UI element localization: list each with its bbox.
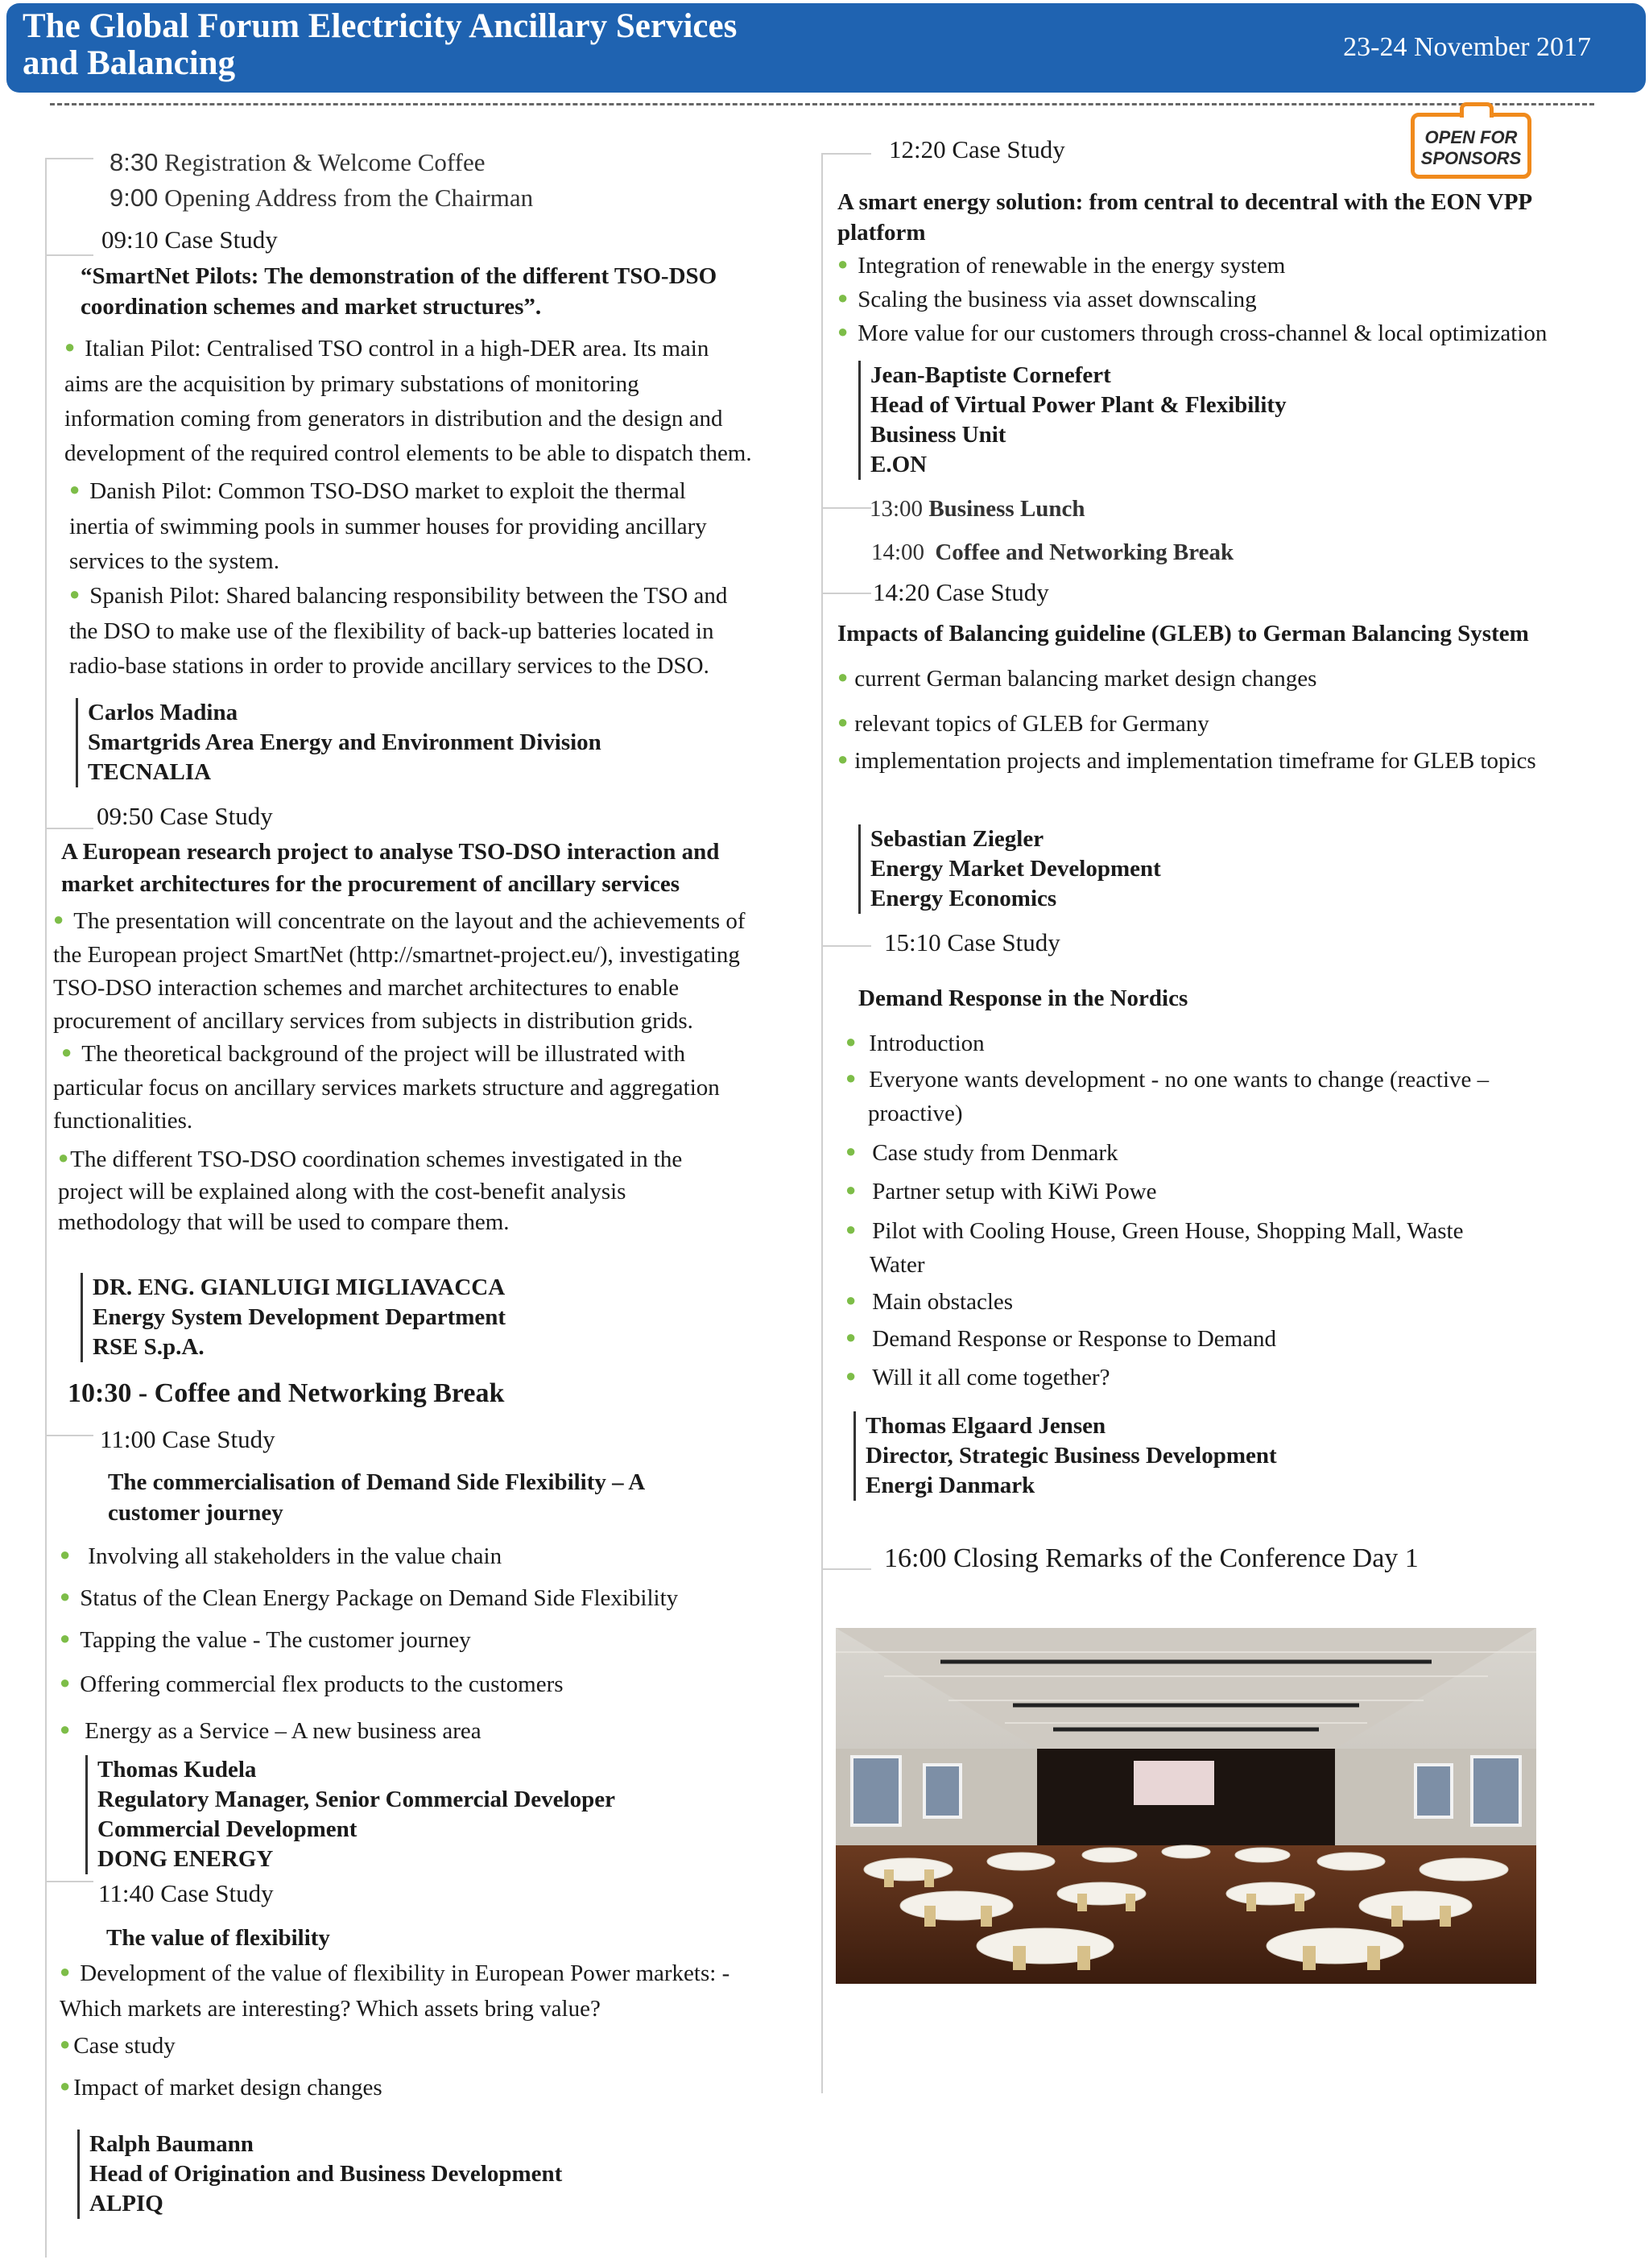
- speaker-company: E.ON: [870, 452, 928, 477]
- event-dates: 23-24 November 2017: [1343, 32, 1591, 62]
- speaker-name: Carlos Madina: [88, 700, 238, 725]
- list-item: ● Energy as a Service – A new business area: [60, 1718, 481, 1744]
- bullet-icon: ●: [60, 2076, 71, 2096]
- session-bullets: [53, 905, 826, 1237]
- list-item: ●The different TSO-DSO coordination schemes investigated in the project will be explained along with the cost-benefit analysis methodology that will be used to compare them.: [58, 1146, 683, 1235]
- bullet-icon: ●: [845, 1179, 857, 1200]
- speaker-title: Energy System Development Department: [93, 1304, 506, 1330]
- bullet-icon: ●: [60, 1628, 71, 1648]
- speaker-company: RSE S.p.A.: [93, 1334, 205, 1360]
- speaker-title: Head of Virtual Power Plant & Flexibility: [870, 392, 1287, 418]
- closing-remarks: 16:00 Closing Remarks of the Conference Day 1: [884, 1543, 1419, 1573]
- opening-item: 9:00 Opening Address from the Chairman: [110, 184, 534, 212]
- bullet-icon: ●: [69, 584, 81, 604]
- bullet-icon: ●: [845, 1141, 857, 1161]
- session-time: 11:40 Case Study: [98, 1879, 274, 1907]
- speaker-name: Ralph Baumann: [89, 2131, 254, 2157]
- bullet-icon: ●: [53, 909, 64, 929]
- coffee-item: 14:00 Coffee and Networking Break: [871, 539, 1234, 565]
- list-item: ● The presentation will concentrate on the layout and the achievements of the European project SmartNet (http://smartnet-project.eu/), investigating TSO-DSO interaction schemes and marchet architectures to enable procurement of ancillary services from subjects in distribution grids.: [53, 908, 746, 1034]
- list-item: ● Case study: [60, 2033, 176, 2059]
- session-time: 09:10 Case Study: [101, 225, 278, 254]
- header-banner: [6, 3, 1646, 93]
- list-item: ● Integration of renewable in the energy system: [837, 253, 1286, 279]
- left-column: [53, 145, 826, 2219]
- list-item: ● Involving all stakeholders in the value chain: [60, 1543, 502, 1569]
- bullet-icon: ●: [845, 1031, 857, 1051]
- speaker-title: Director, Strategic Business Development: [866, 1443, 1277, 1469]
- speaker-company: Energi Danmark: [866, 1473, 1035, 1498]
- list-item: ● Impact of market design changes: [60, 2075, 382, 2101]
- session-time: 12:20 Case Study: [889, 135, 1065, 163]
- session-time: 15:10 Case Study: [884, 928, 1060, 956]
- conference-hall-photo: [836, 1628, 1536, 1984]
- session-bullets: [837, 657, 1635, 776]
- list-item: ● Demand Response or Response to Demand: [845, 1326, 1277, 1352]
- bullet-icon: ●: [60, 2034, 71, 2054]
- speaker-company: DONG ENERGY: [97, 1846, 274, 1872]
- list-item: ● Partner setup with KiWi Powe: [845, 1179, 1157, 1204]
- coffee-break: 10:30 - Coffee and Networking Break: [68, 1378, 505, 1408]
- bullet-icon: ●: [61, 1042, 72, 1062]
- session-title: A European research project to analyse TSO-DSO interaction and market architectures for the procurement of ancillary services: [61, 839, 720, 897]
- conference-hall-illustration: [836, 1628, 1536, 1984]
- bullet-icon: ●: [837, 287, 849, 308]
- speaker-title: Energy Market Development: [870, 856, 1161, 882]
- bullet-icon: ●: [837, 749, 849, 769]
- session-bullets: [837, 1025, 1635, 1398]
- bullet-icon: ●: [845, 1290, 857, 1310]
- list-item: ● implementation projects and implementation timeframe for GLEB topics: [837, 748, 1536, 774]
- speaker-company: ALPIQ: [89, 2191, 163, 2216]
- session-title: “SmartNet Pilots: The demonstration of the different TSO-DSO coordination schemes and market structures”.: [81, 263, 717, 320]
- bullet-icon: ●: [60, 1586, 71, 1606]
- speaker-block: [85, 1755, 826, 1874]
- session-bullets: [53, 1956, 826, 2110]
- session-bullets: [53, 1536, 826, 1755]
- clipboard-clip-icon: [1460, 102, 1494, 118]
- speaker-title: Regulatory Manager, Senior Commercial Developer: [97, 1787, 615, 1812]
- left-timeline: [45, 158, 47, 2258]
- bullet-icon: ●: [60, 1544, 71, 1564]
- bullet-icon: ●: [60, 1672, 71, 1692]
- session-time: 09:50 Case Study: [97, 802, 273, 830]
- speaker-company: TECNALIA: [88, 759, 212, 785]
- bullet-icon: ●: [837, 254, 849, 274]
- header-divider: [50, 103, 1594, 105]
- list-item: ● Pilot with Cooling House, Green House, Shopping Mall, Waste Water: [845, 1218, 1464, 1278]
- speaker-block: [81, 1273, 826, 1362]
- open-for-sponsors-badge[interactable]: OPEN FOR SPONSORS: [1411, 113, 1531, 179]
- list-item: ● Spanish Pilot: Shared balancing responsibility between the TSO and the DSO to make use of the flexibility of back-up batteries located in radio-base stations in order to provide ancillary services to the DSO.: [69, 583, 728, 679]
- list-item: ● Development of the value of flexibility in European Power markets: - Which markets are interesting? Which assets bring value?: [60, 1960, 730, 2022]
- list-item: ● Italian Pilot: Centralised TSO control in a high-DER area. Its main aims are the acquisition by primary substations of monitoring information coming from generators in distribution and the design and development of the required control elements to be able to dispatch them.: [64, 336, 752, 466]
- speaker-name: Thomas Kudela: [97, 1757, 257, 1783]
- list-item: ● Introduction: [845, 1031, 985, 1056]
- bullet-icon: ●: [64, 337, 76, 357]
- speaker-name: Sebastian Ziegler: [870, 826, 1044, 852]
- list-item: ● Status of the Clean Energy Package on Demand Side Flexibility: [60, 1585, 679, 1611]
- session-title: Impacts of Balancing guideline (GLEB) to German Balancing System: [837, 621, 1529, 647]
- list-item: ● Will it all come together?: [845, 1365, 1110, 1390]
- bullet-icon: ●: [845, 1219, 857, 1239]
- speaker-block: [858, 824, 1635, 914]
- event-title: The Global Forum Electricity Ancillary Services and Balancing: [23, 7, 738, 82]
- bullet-icon: ●: [837, 667, 849, 687]
- speaker-name: DR. ENG. GIANLUIGI MIGLIAVACCA: [93, 1274, 506, 1300]
- session-time: 14:20 Case Study: [873, 578, 1049, 606]
- bullet-icon: ●: [845, 1327, 857, 1347]
- list-item: ● current German balancing market design changes: [837, 666, 1317, 692]
- speaker-name: Thomas Elgaard Jensen: [866, 1413, 1106, 1439]
- list-item: ● More value for our customers through cross-channel & local optimization: [837, 320, 1548, 346]
- list-item: ● Everyone wants development - no one wants to change (reactive – proactive): [845, 1067, 1490, 1126]
- session-bullets: [53, 332, 826, 684]
- bullet-icon: ●: [60, 1719, 71, 1739]
- bullet-icon: ●: [60, 1961, 71, 1981]
- list-item: ● The theoretical background of the project will be illustrated with particular focus on ancillary services markets structure and aggregation functionalities.: [53, 1041, 720, 1134]
- session-time: 11:00 Case Study: [100, 1425, 275, 1453]
- speaker-name: Jean-Baptiste Cornefert: [870, 362, 1111, 388]
- bullet-icon: ●: [837, 712, 849, 732]
- speaker-block: [77, 2130, 826, 2219]
- list-item: ● Case study from Denmark: [845, 1140, 1118, 1166]
- session-title: A smart energy solution: from central to decentral with the EON VPP platform: [837, 189, 1533, 246]
- session-bullets: [837, 250, 1635, 351]
- list-item: ● relevant topics of GLEB for Germany: [837, 711, 1209, 737]
- speaker-block: [76, 698, 826, 787]
- speaker-block: [853, 1411, 1635, 1501]
- list-item: ● Main obstacles: [845, 1289, 1014, 1315]
- bullet-icon: ●: [69, 479, 81, 499]
- bullet-icon: ●: [837, 321, 849, 341]
- bullet-icon: ●: [845, 1068, 857, 1088]
- list-item: ● Offering commercial flex products to the customers: [60, 1671, 564, 1697]
- list-item: ● Scaling the business via asset downscaling: [837, 287, 1257, 312]
- speaker-block: [858, 361, 1635, 480]
- speaker-unit: Business Unit: [870, 422, 1006, 448]
- list-item: ● Tapping the value - The customer journey: [60, 1627, 471, 1653]
- bullet-icon: ●: [845, 1365, 857, 1386]
- lunch-item: 13:00 Business Lunch: [870, 496, 1085, 522]
- session-title: Demand Response in the Nordics: [858, 985, 1188, 1011]
- registration-item: 8:30 Registration & Welcome Coffee: [110, 148, 486, 176]
- session-title: The value of flexibility: [106, 1925, 330, 1951]
- speaker-company: Energy Economics: [870, 886, 1057, 911]
- list-item: ● Danish Pilot: Common TSO-DSO market to exploit the thermal inertia of swimming pools in summer houses for providing ancillary services to the system.: [69, 478, 707, 574]
- right-column: [837, 132, 1635, 1576]
- session-title: The commercialisation of Demand Side Flexibility – A customer journey: [108, 1469, 646, 1526]
- speaker-title: Smartgrids Area Energy and Environment Division: [88, 729, 601, 755]
- bullet-icon: ●: [58, 1147, 69, 1167]
- speaker-title: Head of Origination and Business Development: [89, 2161, 563, 2187]
- speaker-department: Commercial Development: [97, 1816, 357, 1842]
